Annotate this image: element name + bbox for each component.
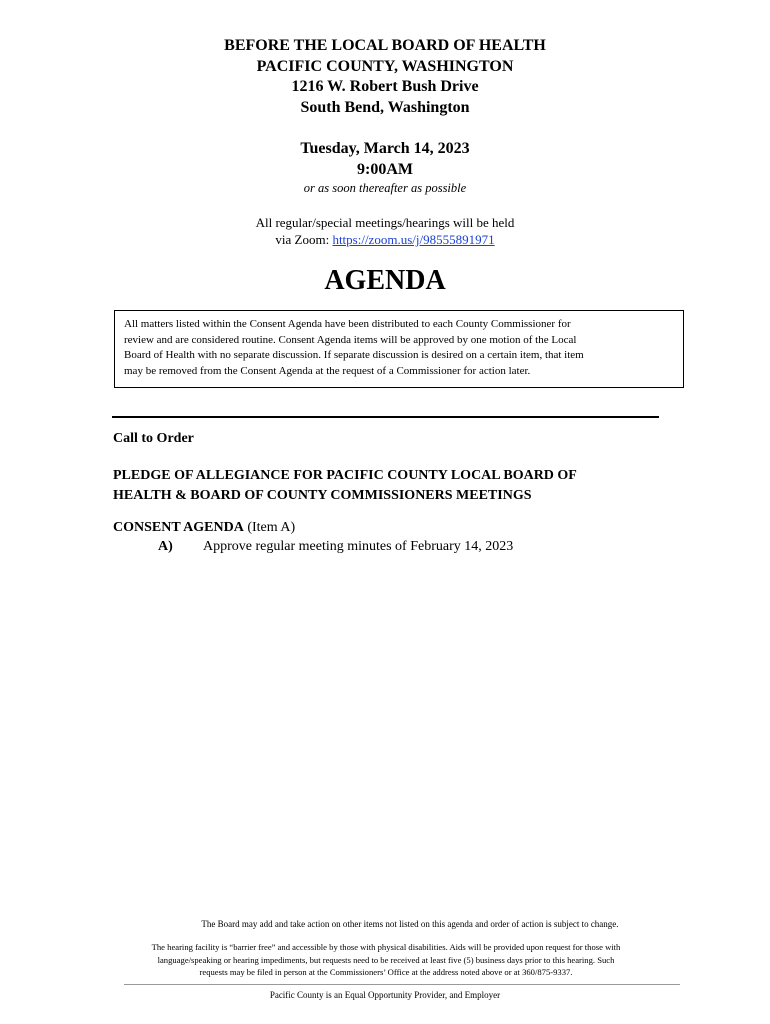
- agenda-title: AGENDA: [324, 265, 446, 296]
- zoom-link[interactable]: https://zoom.us/j/98555891971: [332, 232, 495, 247]
- accessibility-line: requests may be filed in person at the Commissioners’ Office at the address noted above or at 360/875-9337.: [199, 967, 573, 977]
- time-note: or as soon thereafter as possible: [303, 181, 467, 195]
- meeting-datetime: [0, 138, 770, 180]
- accessibility-line: The hearing facility is “barrier free” and accessible by those with physical disabilities. Aids will be provided upon request for those with: [151, 942, 621, 952]
- consent-agenda-note: (Item A): [243, 520, 296, 535]
- consent-notice-line: may be removed from the Consent Agenda at the request of a Commissioner for action later.: [124, 364, 531, 377]
- consent-notice-line: review and are considered routine. Consent Agenda items will be approved by one motion of the Local: [124, 333, 577, 346]
- consent-notice-line: Board of Health with no separate discussion. If separate discussion is desired on a certain item, that item: [124, 349, 584, 361]
- header-address: 1216 W. Robert Bush Drive: [291, 78, 479, 95]
- zoom-prefix: via Zoom:: [275, 232, 333, 247]
- header-city: South Bend, Washington: [300, 98, 470, 116]
- board-disclaimer: The Board may add and take action on other items not listed on this agenda and order of action is subject to change.: [201, 919, 619, 929]
- document-header: [0, 36, 770, 118]
- agenda-item-letter: A): [158, 539, 173, 554]
- pledge-heading: [113, 466, 673, 506]
- zoom-line: [0, 231, 770, 248]
- consent-notice-box: [114, 310, 684, 388]
- zoom-notice: All regular/special meetings/hearings will be held: [255, 215, 515, 230]
- pledge-line: PLEDGE OF ALLEGIANCE FOR PACIFIC COUNTY LOCAL BOARD OF: [113, 468, 577, 483]
- footer-divider: [124, 984, 680, 985]
- footer-text: Pacific County is an Equal Opportunity Provider, and Employer: [269, 990, 501, 1000]
- header-board: BEFORE THE LOCAL BOARD OF HEALTH: [224, 37, 546, 54]
- call-to-order: Call to Order: [113, 431, 194, 446]
- header-county: PACIFIC COUNTY, WASHINGTON: [256, 57, 514, 75]
- meeting-time: 9:00AM: [357, 161, 413, 178]
- zoom-info: [0, 214, 770, 248]
- accessibility-notice: [108, 941, 664, 979]
- meeting-date: Tuesday, March 14, 2023: [300, 140, 470, 157]
- pledge-line: HEALTH & BOARD OF COUNTY COMMISSIONERS MEETINGS: [113, 488, 532, 503]
- consent-agenda-label: CONSENT AGENDA: [113, 520, 244, 535]
- consent-agenda-heading: [113, 520, 295, 536]
- consent-notice-line: All matters listed within the Consent Agenda have been distributed to each County Commissioner for: [124, 318, 571, 330]
- section-divider: [112, 416, 659, 418]
- accessibility-line: language/speaking or hearing impediments, but requests need to be received at least five (5) business days prior to this hearing. Such: [157, 954, 615, 965]
- agenda-item-text: Approve regular meeting minutes of February 14, 2023: [203, 539, 514, 554]
- agenda-item: [158, 539, 513, 555]
